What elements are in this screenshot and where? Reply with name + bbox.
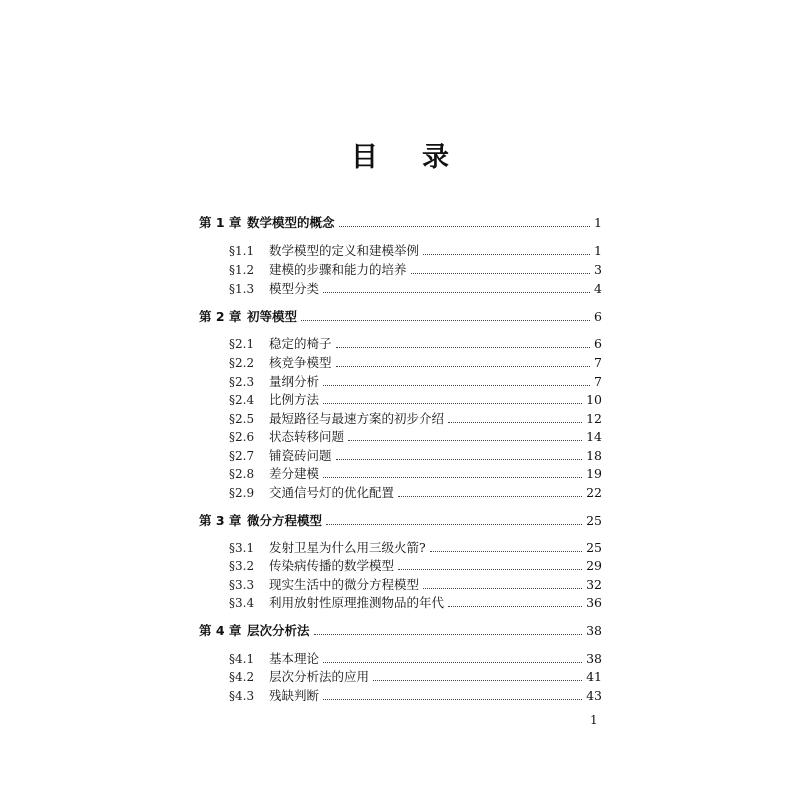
page-number: 29 [586,558,602,573]
section-entry-1-2[interactable] [229,261,602,279]
section-entry-1-3[interactable] [229,280,602,298]
section-title: 模型分类 [269,281,320,296]
dot-leader [423,254,590,255]
section-number: §1.2 [229,263,255,277]
dot-leader [398,569,582,570]
dot-leader [314,634,583,635]
page-number: 38 [586,651,602,666]
section-number: §2.2 [229,356,255,370]
dot-leader [339,226,590,227]
section-number: §2.5 [229,412,255,426]
dot-leader [430,551,582,552]
section-title: 比例方法 [269,392,320,407]
toc-title-char-1: 目 [351,142,378,173]
dot-leader [323,477,582,478]
section-entry-2-4[interactable] [229,391,602,409]
dot-leader [336,347,590,348]
section-number: §3.2 [229,559,255,573]
folio-page-number: 1 [590,713,598,727]
section-entry-4-3[interactable] [229,687,602,705]
dot-leader [411,273,590,274]
toc-title-char-2: 录 [422,142,449,173]
section-entry-3-1[interactable] [229,539,602,557]
page-number: 18 [586,448,602,463]
section-entry-2-1[interactable] [229,335,602,353]
dot-leader [323,699,582,700]
dot-leader [323,403,582,404]
dot-leader [448,422,582,423]
dot-leader [323,292,590,293]
section-entry-2-9[interactable] [229,484,602,502]
section-number: §2.9 [229,486,255,500]
section-entry-3-2[interactable] [229,557,602,575]
section-title: 层次分析法的应用 [269,669,370,684]
dot-leader [373,680,582,681]
page-number: 1 [594,215,602,230]
section-number: §3.4 [229,596,255,610]
section-number: §1.3 [229,282,255,296]
section-title: 最短路径与最速方案的初步介绍 [269,411,445,426]
section-number: §2.1 [229,337,255,351]
page-number: 7 [594,374,602,389]
toc-title [0,135,800,174]
page-number: 36 [586,595,602,610]
section-entry-4-1[interactable] [229,650,602,668]
section-title: 残缺判断 [269,688,320,703]
section-entry-4-2[interactable] [229,668,602,686]
page-number: 4 [594,281,602,296]
section-title: 传染病传播的数学模型 [269,558,395,573]
dot-leader [398,496,582,497]
dot-leader [301,320,590,321]
section-entry-2-8[interactable] [229,465,602,483]
section-number: §4.3 [229,689,255,703]
chapter-title: 数学模型的概念 [247,215,335,230]
page-number: 25 [586,513,602,528]
chapter-number: 第 3 章 [199,513,242,528]
section-title: 状态转移问题 [269,429,345,444]
section-number: §4.2 [229,670,255,684]
section-number: §2.6 [229,430,255,444]
page-number: 41 [586,669,602,684]
dot-leader [348,440,582,441]
section-number: §1.1 [229,244,255,258]
chapter-number: 第 4 章 [199,623,242,638]
page-number: 7 [594,355,602,370]
section-entry-2-7[interactable] [229,447,602,465]
section-number: §3.1 [229,541,255,555]
dot-leader [336,366,590,367]
chapter-entry-3[interactable] [199,512,602,530]
section-entry-2-6[interactable] [229,428,602,446]
page-number: 32 [586,577,602,592]
page-number: 25 [586,540,602,555]
section-number: §2.3 [229,375,255,389]
page-number: 38 [586,623,602,638]
page-number: 12 [586,411,602,426]
chapter-entry-1[interactable] [199,214,602,232]
page-number: 6 [594,309,602,324]
section-number: §4.1 [229,652,255,666]
section-title: 量纲分析 [269,374,320,389]
section-title: 现实生活中的微分方程模型 [269,577,420,592]
section-title: 铺瓷砖问题 [269,448,332,463]
chapter-entry-4[interactable] [199,622,602,640]
section-title: 核竞争模型 [269,355,332,370]
chapter-title: 初等模型 [247,309,298,324]
section-entry-2-2[interactable] [229,354,602,372]
chapter-number: 第 2 章 [199,309,242,324]
section-title: 差分建模 [269,466,320,481]
page-number: 43 [586,688,602,703]
page-number: 10 [586,392,602,407]
section-title: 利用放射性原理推测物品的年代 [269,595,445,610]
page-number: 1 [594,243,602,258]
page-number: 6 [594,336,602,351]
section-number: §2.4 [229,393,255,407]
section-number: §2.7 [229,449,255,463]
section-title: 建模的步骤和能力的培养 [269,262,407,277]
dot-leader [323,385,590,386]
section-title: 交通信号灯的优化配置 [269,485,395,500]
chapter-entry-2[interactable] [199,308,602,326]
dot-leader [448,606,582,607]
page-number: 14 [586,429,602,444]
section-entry-3-3[interactable] [229,576,602,594]
section-number: §3.3 [229,578,255,592]
page-number: 22 [586,485,602,500]
page-number: 19 [586,466,602,481]
section-number: §2.8 [229,467,255,481]
chapter-number: 第 1 章 [199,215,242,230]
page-number: 3 [594,262,602,277]
section-title: 基本理论 [269,651,320,666]
chapter-title: 层次分析法 [247,623,310,638]
chapter-title: 微分方程模型 [247,513,323,528]
section-title: 发射卫星为什么用三级火箭? [269,540,426,555]
dot-leader [326,524,582,525]
dot-leader [323,662,582,663]
section-entry-2-5[interactable] [229,410,602,428]
section-title: 数学模型的定义和建模举例 [269,243,420,258]
section-entry-2-3[interactable] [229,373,602,391]
section-title: 稳定的椅子 [269,336,332,351]
dot-leader [336,459,583,460]
section-entry-3-4[interactable] [229,594,602,612]
section-entry-1-1[interactable] [229,242,602,260]
dot-leader [423,588,582,589]
